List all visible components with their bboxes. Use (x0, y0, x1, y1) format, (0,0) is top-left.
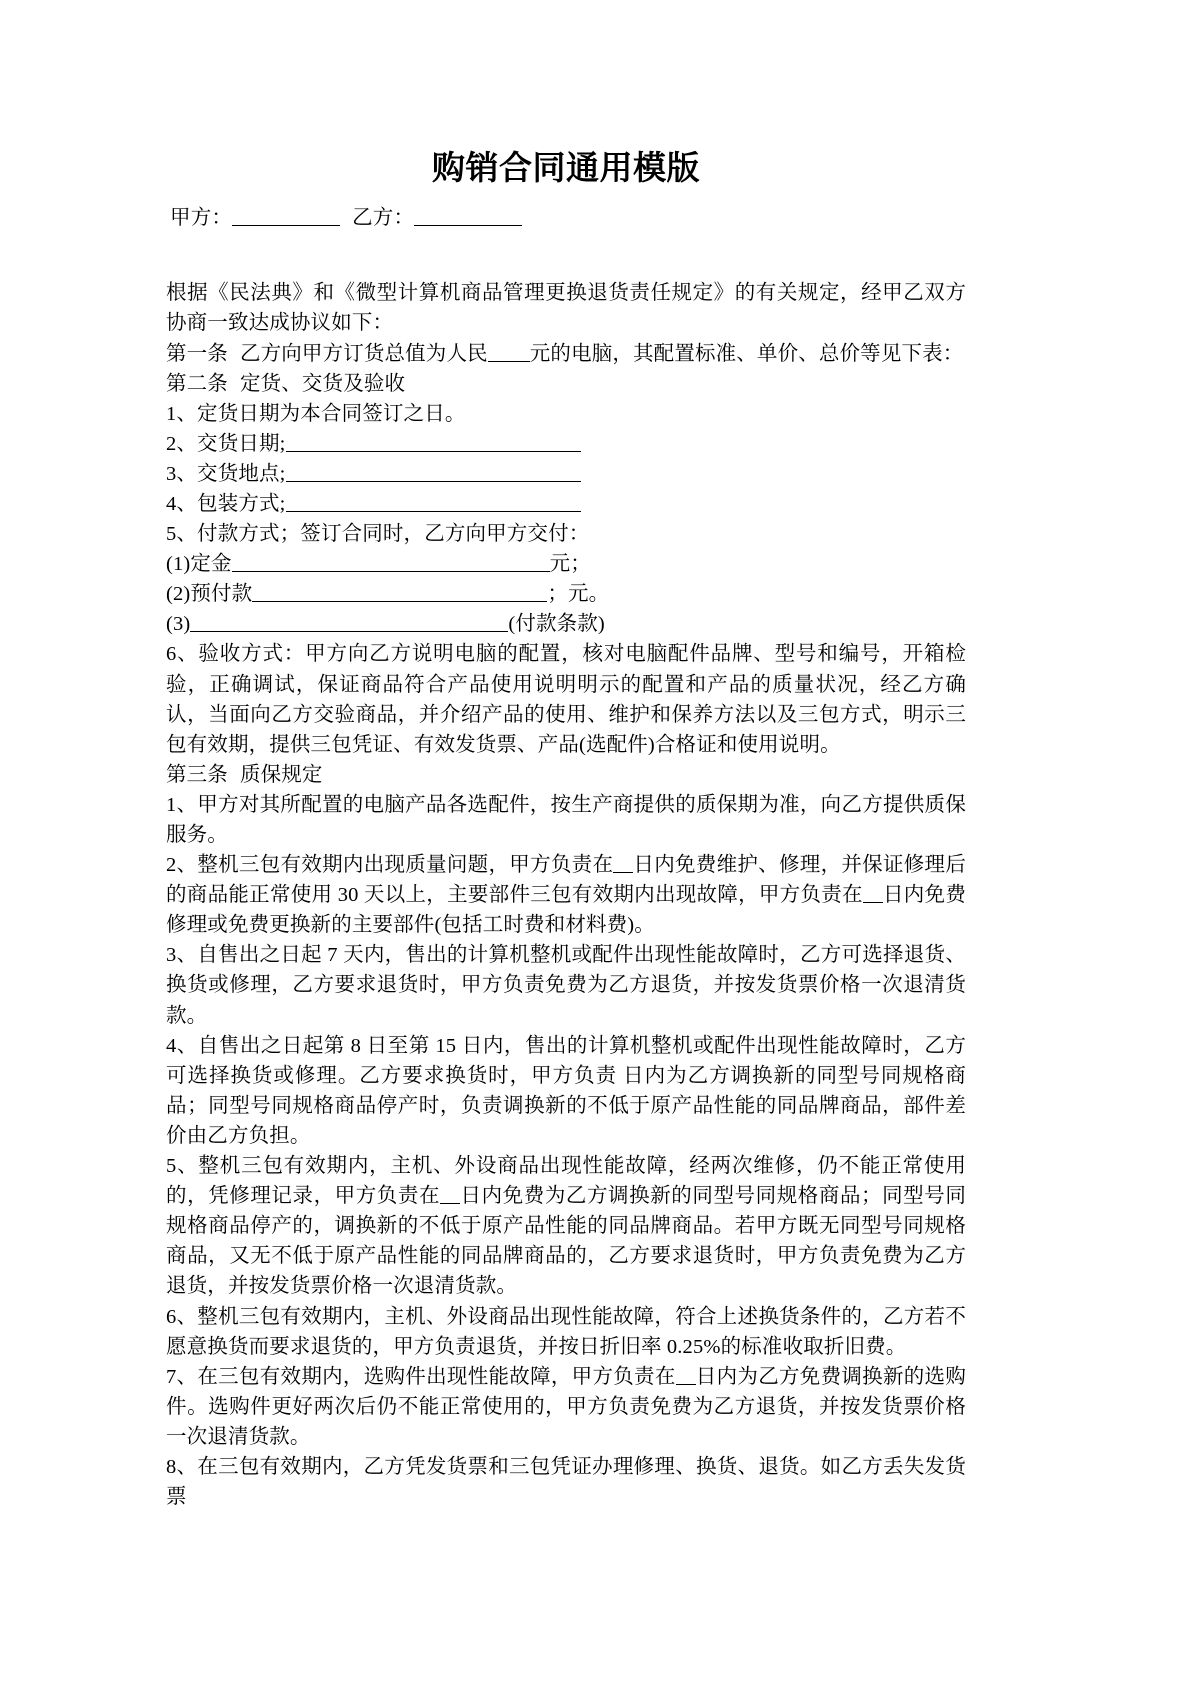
article-1-text-a: 乙方向甲方订货总值为人民 (239, 342, 488, 365)
payment-terms-note: (付款条款) (508, 613, 605, 636)
article-2-title: 定货、交货及验收 (239, 372, 406, 395)
exchange-days-blank[interactable] (440, 1203, 460, 1204)
item-3-5-text-b: 日内免费为乙方调换新的同型号同规格商品；同型号同规格商品停产的，调换新的不低于原产品性能的同品牌商品。若甲方既无同型号同规格商品，又无不低于原产品性能的同品牌商品的，乙方要求退货时，甲方负责免费为乙方退货，并按发货票价格一次退清货款。 (166, 1185, 966, 1298)
paragraph-item-3-5 (166, 1151, 966, 1301)
item-3-2-text-c: 日内免费修理或免费更换新的主要部件(包括工时费和材料费)。 (166, 884, 966, 937)
item-3-4-text: 4、自售出之日起第 8 日至第 15 日内，售出的计算机整机或配件出现性能故障时，乙方可选择换货或修理。乙方要求换货时，甲方负责 日内为乙方调换新的同型号同规格商品；同型号同规格商品停产时，负责调换新的不低于原产品性能的同品牌商品，部件差价由乙方负担。 (166, 1034, 966, 1147)
paragraph-item-2-5-2 (166, 579, 966, 609)
item-3-2-text-b: 日内免费维护、修理，并保证修理后的商品能正常使用 30 天以上，主要部件三包有效期内出现故障，甲方负责在 (166, 854, 966, 907)
delivery-date-blank[interactable] (286, 451, 581, 452)
prepayment-label: (2)预付款 (166, 583, 253, 606)
payment-terms-blank[interactable] (190, 631, 508, 632)
paragraph-item-3-2 (166, 850, 966, 940)
article-1-text-b: 元的电脑，其配置标准、单价、总价等见下表： (529, 342, 964, 365)
paragraph-article-3 (166, 760, 966, 790)
payment-terms-index: (3) (166, 613, 191, 636)
repair-days-blank-2[interactable] (863, 902, 883, 903)
item-3-7-text-b: 日内为乙方免费调换新的选购件。选购件更好两次后仍不能正常使用的，甲方负责免费为乙方退货，并按发货票价格一次退清货款。 (166, 1365, 967, 1448)
paragraph-item-2-6 (166, 639, 966, 759)
item-3-2-text-a: 2、整机三包有效期内出现质量问题，甲方负责在 (166, 854, 614, 877)
paragraph-article-1 (166, 339, 966, 369)
deposit-unit: 元； (549, 553, 591, 576)
paragraph-item-2-5 (166, 519, 966, 549)
article-1-prefix: 第一条 (166, 342, 228, 365)
item-2-3-text: 3、交货地点; (166, 462, 286, 485)
paragraph-article-2 (166, 369, 966, 399)
article-3-prefix: 第三条 (166, 763, 228, 786)
item-2-5-text: 5、付款方式；签订合同时，乙方向甲方交付： (166, 523, 590, 546)
item-2-4-text: 4、包装方式; (166, 492, 286, 515)
paragraph-item-3-1 (166, 790, 966, 850)
party-signature-line (166, 188, 966, 234)
packaging-blank[interactable] (286, 511, 581, 512)
deposit-amount-blank[interactable] (232, 571, 550, 572)
item-3-1-text: 1、甲方对其所配置的电脑产品各选配件，按生产商提供的质保期为准，向乙方提供质保服务。 (166, 793, 966, 846)
document-content (166, 0, 966, 1512)
article-3-title: 质保规定 (239, 763, 323, 786)
paragraph-item-2-5-1 (166, 549, 966, 579)
paragraph-item-2-5-3 (166, 609, 966, 639)
item-3-6-text: 6、整机三包有效期内，主机、外设商品出现性能故障，符合上述换货条件的，乙方若不愿意换货而要求退货的，甲方负责退货，并按日折旧率 0.25%的标准收取折旧费。 (166, 1305, 966, 1358)
item-2-2-text: 2、交货日期; (166, 432, 286, 455)
prepayment-unit: ；元。 (547, 583, 610, 606)
optional-part-days-blank[interactable] (676, 1384, 696, 1385)
paragraph-item-3-7 (166, 1362, 966, 1452)
prepayment-amount-blank[interactable] (252, 601, 547, 602)
item-3-8-text: 8、在三包有效期内，乙方凭发货票和三包凭证办理修理、换货、退货。如乙方丢失发货票 (166, 1455, 966, 1509)
party-a-blank[interactable] (232, 225, 340, 226)
item-3-7-text-a: 7、在三包有效期内，选购件出现性能故障，甲方负责在 (166, 1365, 676, 1388)
repair-days-blank-1[interactable] (613, 872, 633, 873)
page-title: 购销合同通用模版 (432, 148, 700, 187)
item-2-6-text: 6、验收方式：甲方向乙方说明电脑的配置，核对电脑配件品牌、型号和编号，开箱检验，正确调试，保证商品符合产品使用说明明示的配置和产品的质量状况，经乙方确认，当面向乙方交验商品，并介绍产品的使用、维护和保养方法以及三包方式，明示三包有效期，提供三包凭证、有效发货票、产品(选配件)合格证和使用说明。 (166, 643, 966, 756)
paragraph-item-2-1 (166, 399, 966, 429)
paragraph-item-2-3 (166, 459, 966, 489)
paragraph-item-3-4 (166, 1031, 966, 1151)
paragraph-item-3-6 (166, 1302, 966, 1362)
paragraph-item-3-3 (166, 940, 966, 1030)
paragraph-item-2-2 (166, 429, 966, 459)
deposit-label: (1)定金 (166, 553, 232, 576)
document-body (166, 233, 966, 1512)
paragraph-item-2-4 (166, 489, 966, 519)
article-2-prefix: 第二条 (166, 372, 228, 395)
delivery-place-blank[interactable] (286, 481, 581, 482)
paragraph-item-3-8 (166, 1452, 966, 1512)
item-3-5-text-a: 5、整机三包有效期内，主机、外设商品出现性能故障，经两次维修，仍不能正常使用的，凭修理记录，甲方负责在 (166, 1155, 966, 1208)
party-b-label: 乙方： (352, 206, 415, 229)
party-b-blank[interactable] (414, 225, 522, 226)
paragraph-preamble (166, 278, 966, 338)
item-2-1-text: 1、定货日期为本合同签订之日。 (166, 402, 466, 425)
item-3-3-text: 3、自售出之日起 7 天内，售出的计算机整机或配件出现性能故障时，乙方可选择退货、换货或修理，乙方要求退货时，甲方负责免费为乙方退货，并按发货票价格一次退清货款。 (166, 944, 966, 1027)
preamble-text: 根据《民法典》和《微型计算机商品管理更换退货责任规定》的有关规定，经甲乙双方协商一致达成协议如下： (166, 282, 966, 335)
article-1-amount-blank[interactable] (488, 361, 530, 362)
party-a-label: 甲方： (170, 206, 233, 229)
